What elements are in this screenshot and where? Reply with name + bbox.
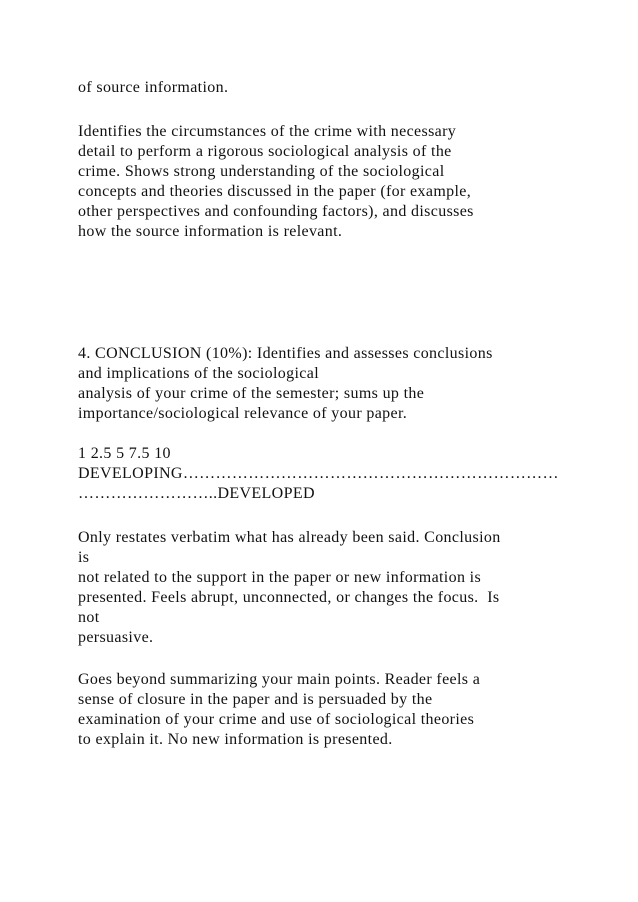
text-line: of source information. (78, 79, 229, 96)
text-line: analysis of your crime of the semester; sums up the (78, 385, 425, 402)
text-line: examination of your crime and use of sociological theories (78, 711, 475, 728)
scale-developing-label: DEVELOPING…………………………………………………………… (78, 465, 559, 482)
text-line: Only restates verbatim what has already been said. Conclusion (78, 529, 501, 546)
text-line: Goes beyond summarizing your main points. Reader feels a (78, 671, 481, 688)
text-line: is (78, 549, 90, 566)
text-line: not related to the support in the paper or new information is (78, 569, 482, 586)
text-line: how the source information is relevant. (78, 223, 343, 240)
text-line: detail to perform a rigorous sociological analysis of the (78, 143, 452, 160)
text-line: crime. Shows strong understanding of the sociological (78, 163, 445, 180)
text-line: not (78, 609, 100, 626)
text-line: Identifies the circumstances of the crime with necessary (78, 123, 457, 140)
text-line: to explain it. No new information is presented. (78, 731, 393, 748)
text-line: persuasive. (78, 629, 154, 646)
score-scale: 1 2.5 5 7.5 10 (78, 445, 171, 462)
scale-developed-label: ……………………..DEVELOPED (78, 485, 315, 502)
text-line: presented. Feels abrupt, unconnected, or changes the focus. Is (78, 589, 500, 606)
section-heading-conclusion: 4. CONCLUSION (10%): Identifies and assesses conclusions (78, 345, 493, 362)
text-line: sense of closure in the paper and is persuaded by the (78, 691, 433, 708)
text-line: importance/sociological relevance of your paper. (78, 405, 408, 422)
text-line: and implications of the sociological (78, 365, 319, 382)
text-line: concepts and theories discussed in the paper (for example, (78, 183, 472, 200)
text-line: other perspectives and confounding factors), and discusses (78, 203, 474, 220)
